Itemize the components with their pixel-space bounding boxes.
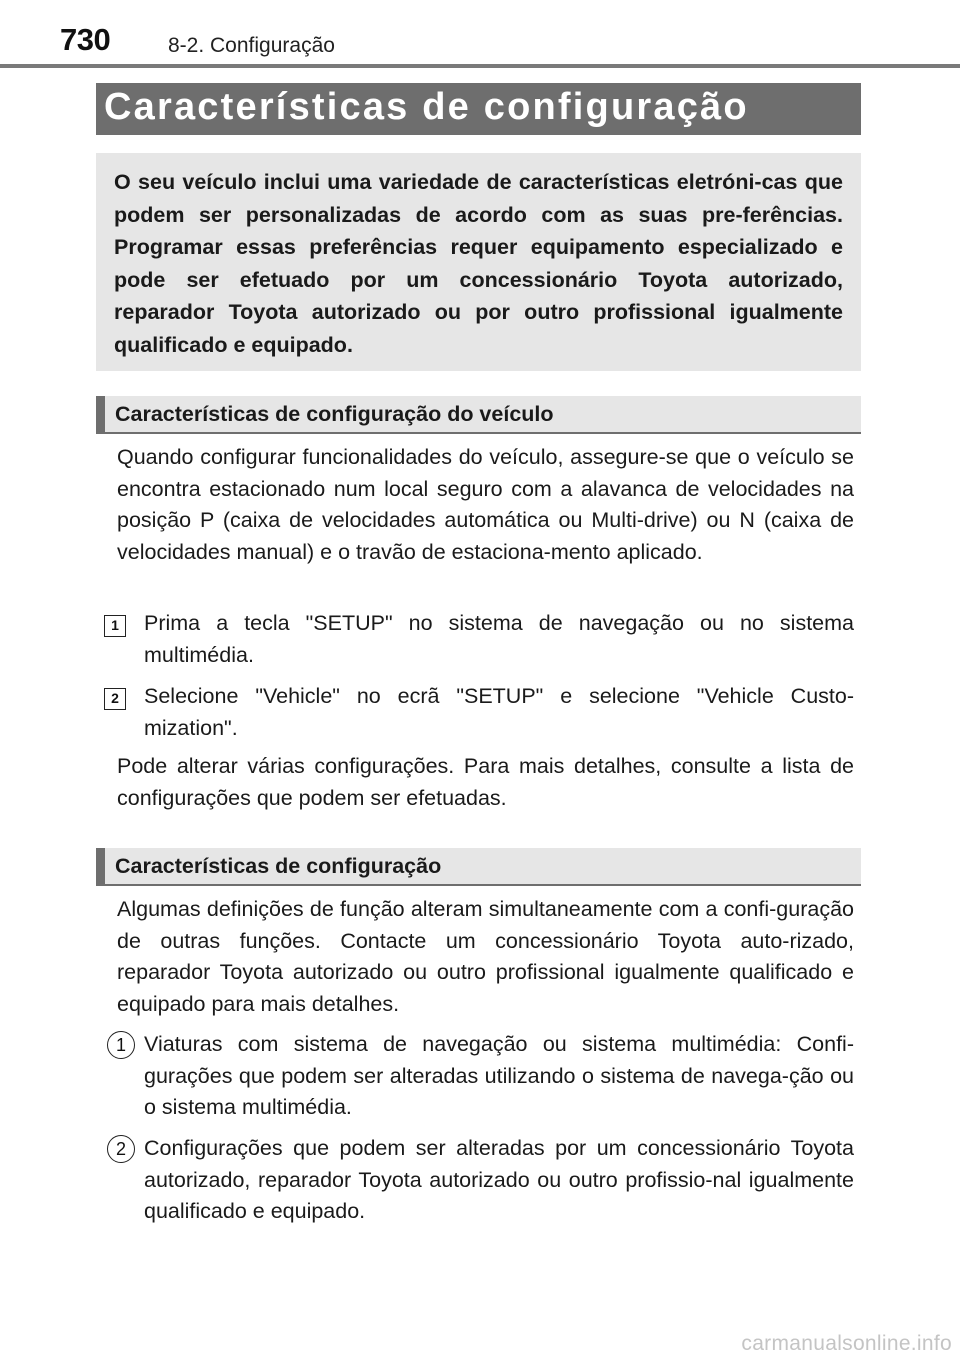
page-header [0, 0, 960, 70]
step-badge-1: 1 [104, 615, 126, 637]
item-badge-2: 2 [107, 1135, 135, 1163]
section-heading-text: Características de configuração do veículo [115, 402, 554, 426]
page-title: Características de configuração [104, 86, 749, 128]
step-badge-2: 2 [104, 688, 126, 710]
watermark: carmanualsonline.info [741, 1332, 952, 1355]
step-text-1: Prima a tecla "SETUP" no sistema de navegação ou no sistema multimédia. [144, 611, 854, 667]
section-heading-text: Características de configuração [115, 854, 442, 878]
page-number: 730 [60, 22, 111, 57]
section1-closing: Pode alterar várias configurações. Para mais detalhes, consulte a lista de configurações que podem ser efetuadas. [117, 754, 854, 810]
section2-paragraph: Algumas definições de função alteram simultaneamente com a confi-guração de outras funções. Contacte um concessionário Toyota auto-rizado, reparador Toyota autorizado ou outro profissional igualmente qualificado e equipado para mais detalhes. [117, 897, 854, 1016]
item-text-2: Configurações que podem ser alteradas por um concessionário Toyota autorizado, reparador Toyota autorizado ou outro profissio-nal igualmente qualificado e equipado. [144, 1136, 854, 1223]
intro-box [96, 153, 861, 371]
section-heading-vehicle [96, 396, 861, 434]
intro-text: O seu veículo inclui uma variedade de características eletróni-cas que podem ser personalizadas de acordo com as suas pre-ferências. Programar essas preferências requer equipamento especializado e pode ser efetuado por um concessionário Toyota autorizado, reparador Toyota autorizado ou por outro profissional igualmente qualificado e equipado. [114, 170, 843, 357]
section1-paragraph: Quando configurar funcionalidades do veículo, assegure-se que o veículo se encontra estacionado num local seguro com a alavanca de velocidades na posição P (caixa de velocidades automática ou Multi-drive) ou N (caixa de velocidades manual) e o travão de estaciona-mento aplicado. [117, 445, 854, 564]
header-divider [0, 64, 960, 68]
section-label: 8-2. Configuração [168, 34, 335, 57]
step-text-2: Selecione "Vehicle" no ecrã "SETUP" e selecione "Vehicle Custo-mization". [144, 684, 854, 740]
section-heading-configuration [96, 848, 861, 886]
item-badge-1: 1 [107, 1031, 135, 1059]
item-text-1: Viaturas com sistema de navegação ou sistema multimédia: Confi-gurações que podem ser alteradas utilizando o sistema de navega-ção ou o sistema multimédia. [144, 1032, 854, 1119]
